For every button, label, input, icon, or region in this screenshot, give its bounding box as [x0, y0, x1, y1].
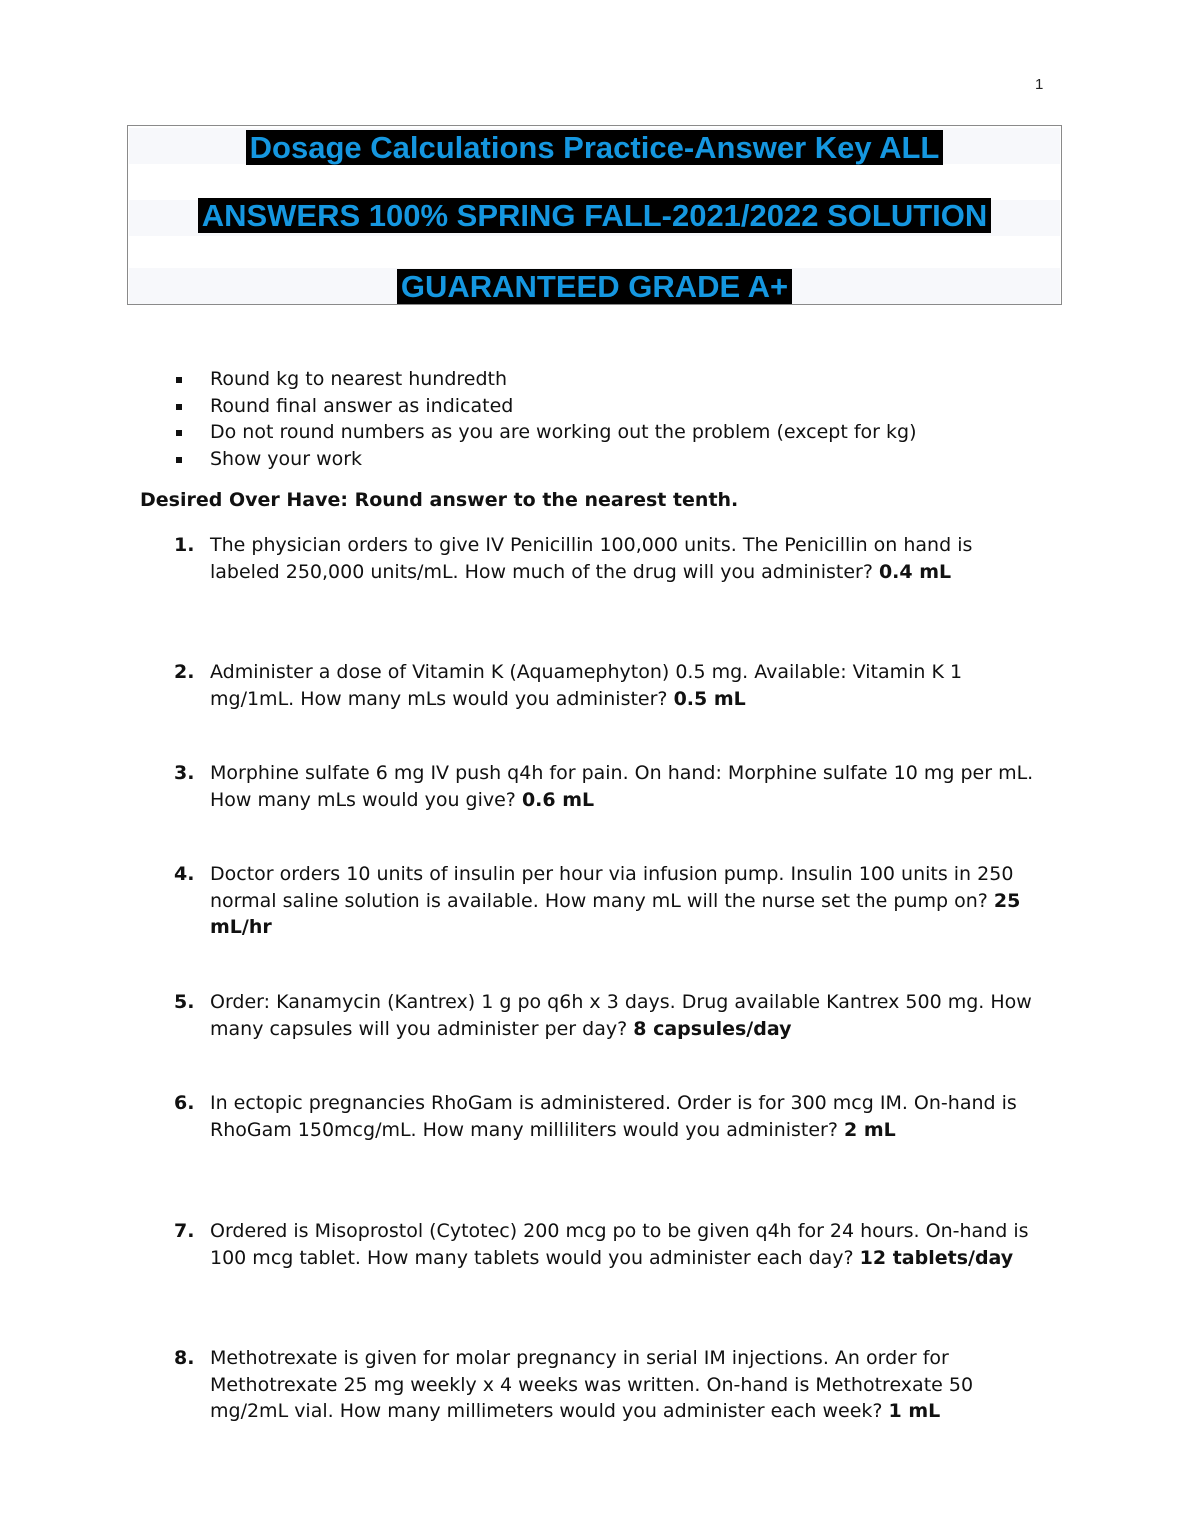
question-answer: 1 mL — [888, 1400, 941, 1422]
question-body — [174, 532, 1054, 585]
instruction-item — [174, 366, 916, 393]
bullet-square-icon — [176, 457, 182, 463]
question-body — [174, 1345, 1054, 1425]
instruction-item — [174, 419, 916, 446]
question-item — [174, 989, 1054, 1042]
question-number: 8. — [174, 1347, 195, 1369]
page-number: 1 — [1035, 76, 1044, 93]
question-item — [174, 861, 1054, 941]
question-number: 6. — [174, 1092, 195, 1114]
question-number: 4. — [174, 863, 195, 885]
question-text: In ectopic pregnancies RhoGam is administered. Order is for 300 mcg IM. On-hand is RhoGam 150mcg/mL. How many milliliters would you administer? — [210, 1092, 1017, 1141]
question-answer: 12 tablets/day — [859, 1246, 1014, 1269]
title-line-1-text: Dosage Calculations Practice-Answer Key ALL — [246, 130, 944, 165]
title-line-2-text: ANSWERS 100% SPRING FALL-2021/2022 SOLUTION — [198, 198, 992, 233]
title-line-2 — [128, 198, 1061, 234]
instruction-text: Round kg to nearest hundredth — [210, 368, 508, 390]
question-number: 2. — [174, 661, 195, 683]
section-heading: Desired Over Have: Round answer to the nearest tenth. — [140, 489, 739, 511]
question-body — [174, 989, 1054, 1042]
question-number: 5. — [174, 991, 195, 1013]
question-text: Administer a dose of Vitamin K (Aquamephyton) 0.5 mg. Available: Vitamin K 1 mg/1mL. How many mLs would you administer? — [210, 661, 963, 710]
question-item — [174, 659, 1054, 712]
instruction-text: Show your work — [210, 447, 363, 470]
title-box — [127, 125, 1062, 305]
question-body — [174, 861, 1054, 941]
question-item — [174, 1090, 1054, 1143]
question-number: 7. — [174, 1220, 195, 1242]
question-body — [174, 1218, 1054, 1271]
instruction-item — [174, 446, 916, 473]
bullet-square-icon — [176, 430, 182, 436]
question-text: Methotrexate is given for molar pregnancy in serial IM injections. An order for Methotrexate 25 mg weekly x 4 weeks was written. On-hand is Methotrexate 50 mg/2mL vial. How many millimeters would you administer each week? — [210, 1347, 974, 1422]
question-answer: 0.5 mL — [673, 687, 746, 710]
instruction-text: Do not round numbers as you are working out the problem (except for kg) — [210, 421, 917, 443]
instruction-list — [174, 366, 916, 472]
question-answer: 2 mL — [844, 1118, 896, 1141]
question-text: Doctor orders 10 units of insulin per hour via infusion pump. Insulin 100 units in 250 normal saline solution is available. How many mL will the nurse set the pump on? — [210, 863, 1014, 912]
title-line-3 — [128, 269, 1061, 305]
question-answer: 8 capsules/day — [633, 1017, 792, 1040]
bullet-square-icon — [176, 404, 182, 410]
instruction-text: Round final answer as indicated — [210, 394, 514, 417]
question-text: Morphine sulfate 6 mg IV push q4h for pain. On hand: Morphine sulfate 10 mg per mL. How many mLs would you give? — [210, 762, 1034, 811]
bullet-square-icon — [176, 377, 182, 383]
title-line-3-text: GUARANTEED GRADE A+ — [397, 269, 792, 304]
question-text: Ordered is Misoprostol (Cytotec) 200 mcg po to be given q4h for 24 hours. On-hand is 100 mcg tablet. How many tablets would you administer each day? — [210, 1220, 1029, 1269]
question-answer: 0.6 mL — [521, 788, 595, 811]
question-number: 1. — [174, 534, 195, 556]
question-item — [174, 1218, 1054, 1271]
question-answer: 25 mL/hr — [210, 889, 1021, 938]
question-body — [174, 1090, 1054, 1143]
question-text: The physician orders to give IV Penicillin 100,000 units. The Penicillin on hand is labeled 250,000 units/mL. How much of the drug will you administer? — [210, 534, 973, 583]
question-number: 3. — [174, 762, 195, 784]
question-item — [174, 532, 1054, 585]
question-body — [174, 659, 1054, 712]
question-answer: 0.4 mL — [878, 560, 952, 583]
question-text: Order: Kanamycin (Kantrex) 1 g po q6h x 3 days. Drug available Kantrex 500 mg. How many capsules will you administer per day? — [210, 991, 1032, 1040]
question-body — [174, 760, 1054, 813]
title-line-1 — [128, 130, 1061, 166]
question-item — [174, 1345, 1054, 1425]
question-item — [174, 760, 1054, 813]
instruction-item — [174, 393, 916, 420]
